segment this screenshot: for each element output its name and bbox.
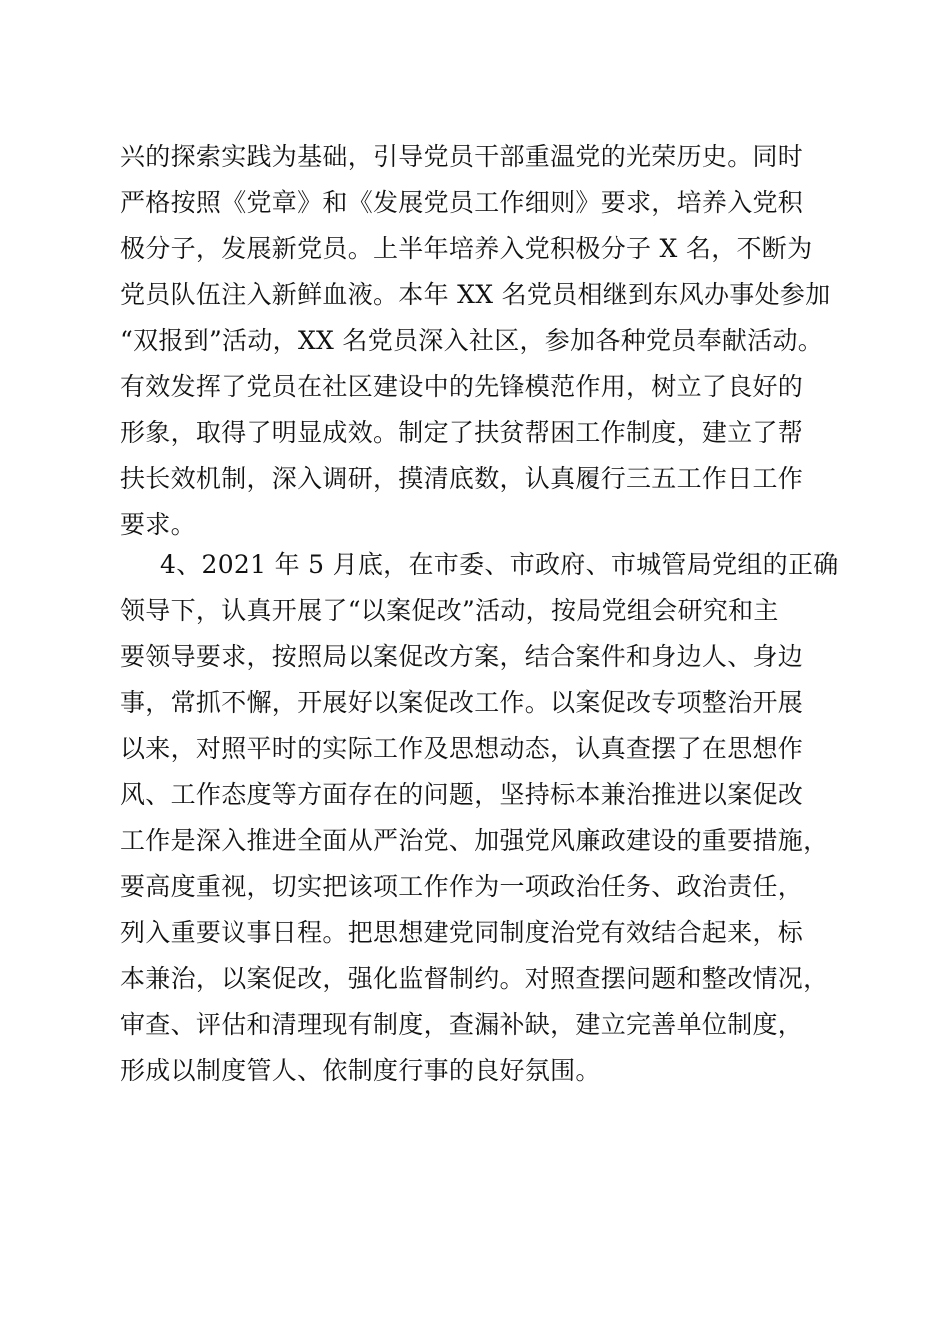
text-line: 形成以制度管人、依制度行事的良好氛围。 xyxy=(120,1056,601,1085)
text-line: 扶长效机制，深入调研，摸清底数，认真履行三五工作日工作 xyxy=(120,464,804,493)
text-line: 极分子，发展新党员。上半年培养入党积极分子 X 名，不断为 xyxy=(120,234,813,263)
text-line: 4、2021 年 5 月底，在市委、市政府、市城管局党组的正确 xyxy=(160,550,839,579)
text-line: 有效发挥了党员在社区建设中的先锋模范作用，树立了良好的 xyxy=(120,372,804,401)
text-line: 以来，对照平时的实际工作及思想动态，认真查摆了在思想作 xyxy=(120,734,804,763)
text-line: 工作是深入推进全面从严治党、加强党风廉政建设的重要措施， xyxy=(120,826,829,855)
text-line: 要高度重视，切实把该项工作作为一项政治任务、政治责任， xyxy=(120,872,804,901)
text-line: 兴的探索实践为基础，引导党员干部重温党的光荣历史。同时 xyxy=(120,142,804,171)
text-line: 要求。 xyxy=(120,510,196,539)
paragraph-party-development xyxy=(120,134,840,548)
text-line: 本兼治，以案促改，强化监督制约。对照查摆问题和整改情况， xyxy=(120,964,829,993)
text-line: 党员队伍注入新鲜血液。本年 XX 名党员相继到东风办事处参加 xyxy=(120,280,831,309)
text-line: 审查、评估和清理现有制度，查漏补缺，建立完善单位制度， xyxy=(120,1010,804,1039)
text-line: 要领导要求，按照局以案促改方案，结合案件和身边人、身边 xyxy=(120,642,804,671)
text-line: 领导下，认真开展了“以案促改”活动，按局党组会研究和主 xyxy=(120,596,779,625)
paragraph-case-reform xyxy=(120,542,840,1094)
text-line: 风、工作态度等方面存在的问题，坚持标本兼治推进以案促改 xyxy=(120,780,804,809)
text-line: “双报到”活动，XX 名党员深入社区，参加各种党员奉献活动。 xyxy=(120,326,824,355)
text-line: 事，常抓不懈，开展好以案促改工作。以案促改专项整治开展 xyxy=(120,688,804,717)
text-line: 形象，取得了明显成效。制定了扶贫帮困工作制度，建立了帮 xyxy=(120,418,804,447)
text-line: 列入重要议事日程。把思想建党同制度治党有效结合起来，标 xyxy=(120,918,804,947)
text-line: 严格按照《党章》和《发展党员工作细则》要求，培养入党积 xyxy=(120,188,804,217)
